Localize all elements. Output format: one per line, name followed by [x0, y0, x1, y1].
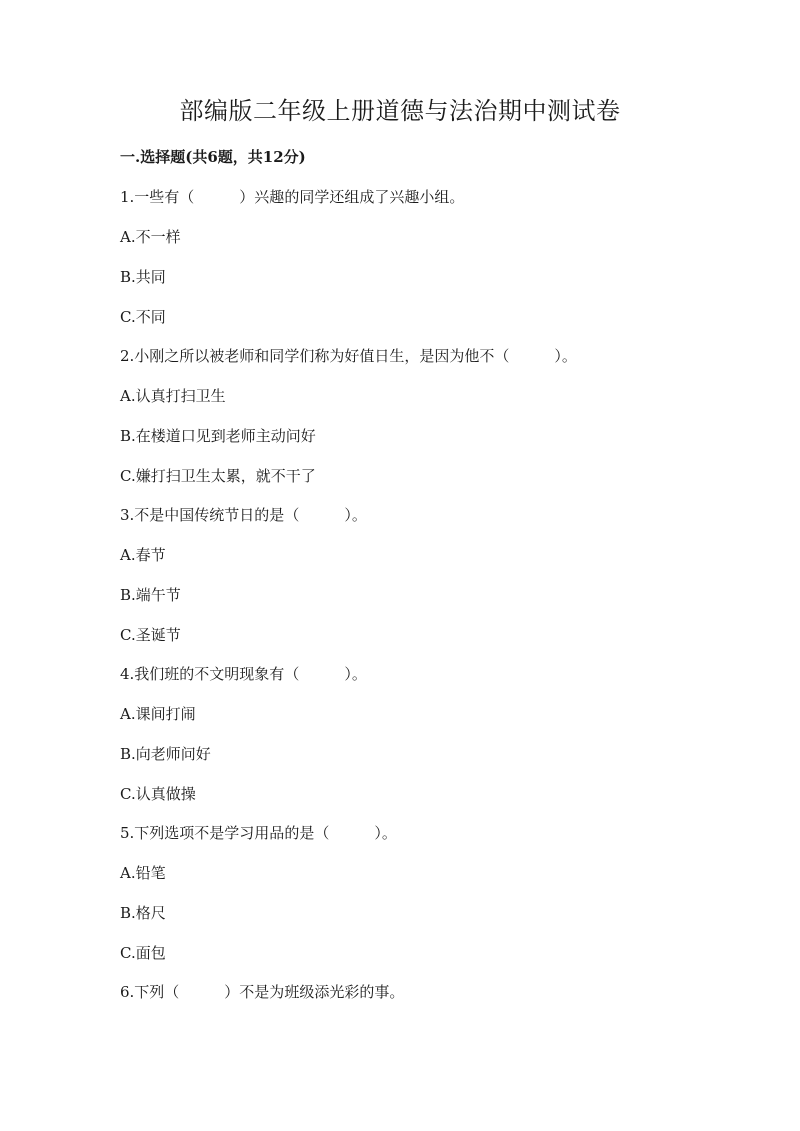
question-3-option-b: B.端午节: [120, 586, 181, 604]
question-1-option-c: C.不同: [120, 308, 166, 326]
question-1-option-b: B.共同: [120, 268, 166, 286]
question-4-option-a: A.课间打闹: [120, 705, 196, 723]
question-1-option-a: A.不一样: [120, 228, 181, 246]
question-6-stem: 6.下列（ ）不是为班级添光彩的事。: [120, 983, 405, 1001]
page-title: 部编版二年级上册道德与法治期中测试卷: [179, 97, 621, 125]
question-2-option-a: A.认真打扫卫生: [120, 387, 226, 405]
question-1-stem: 1.一些有（ ）兴趣的同学还组成了兴趣小组。: [120, 188, 465, 206]
question-4-stem: 4.我们班的不文明现象有（ ）。: [120, 665, 367, 683]
question-3-option-c: C.圣诞节: [120, 626, 181, 644]
section-heading: 一.选择题(共6题，共12分): [120, 148, 306, 166]
question-2-option-c: C.嫌打扫卫生太累，就不干了: [120, 467, 316, 485]
question-5-option-a: A.铅笔: [120, 864, 166, 882]
question-5-option-c: C.面包: [120, 944, 166, 962]
question-4-option-c: C.认真做操: [120, 785, 196, 803]
question-2-stem: 2.小刚之所以被老师和同学们称为好值日生，是因为他不（ ）。: [120, 347, 577, 365]
question-3-option-a: A.春节: [120, 546, 166, 564]
question-4-option-b: B.向老师问好: [120, 745, 211, 763]
question-2-option-b: B.在楼道口见到老师主动问好: [120, 427, 316, 445]
question-5-stem: 5.下列选项不是学习用品的是（ ）。: [120, 824, 397, 842]
question-3-stem: 3.不是中国传统节日的是（ ）。: [120, 506, 367, 524]
question-5-option-b: B.格尺: [120, 904, 166, 922]
